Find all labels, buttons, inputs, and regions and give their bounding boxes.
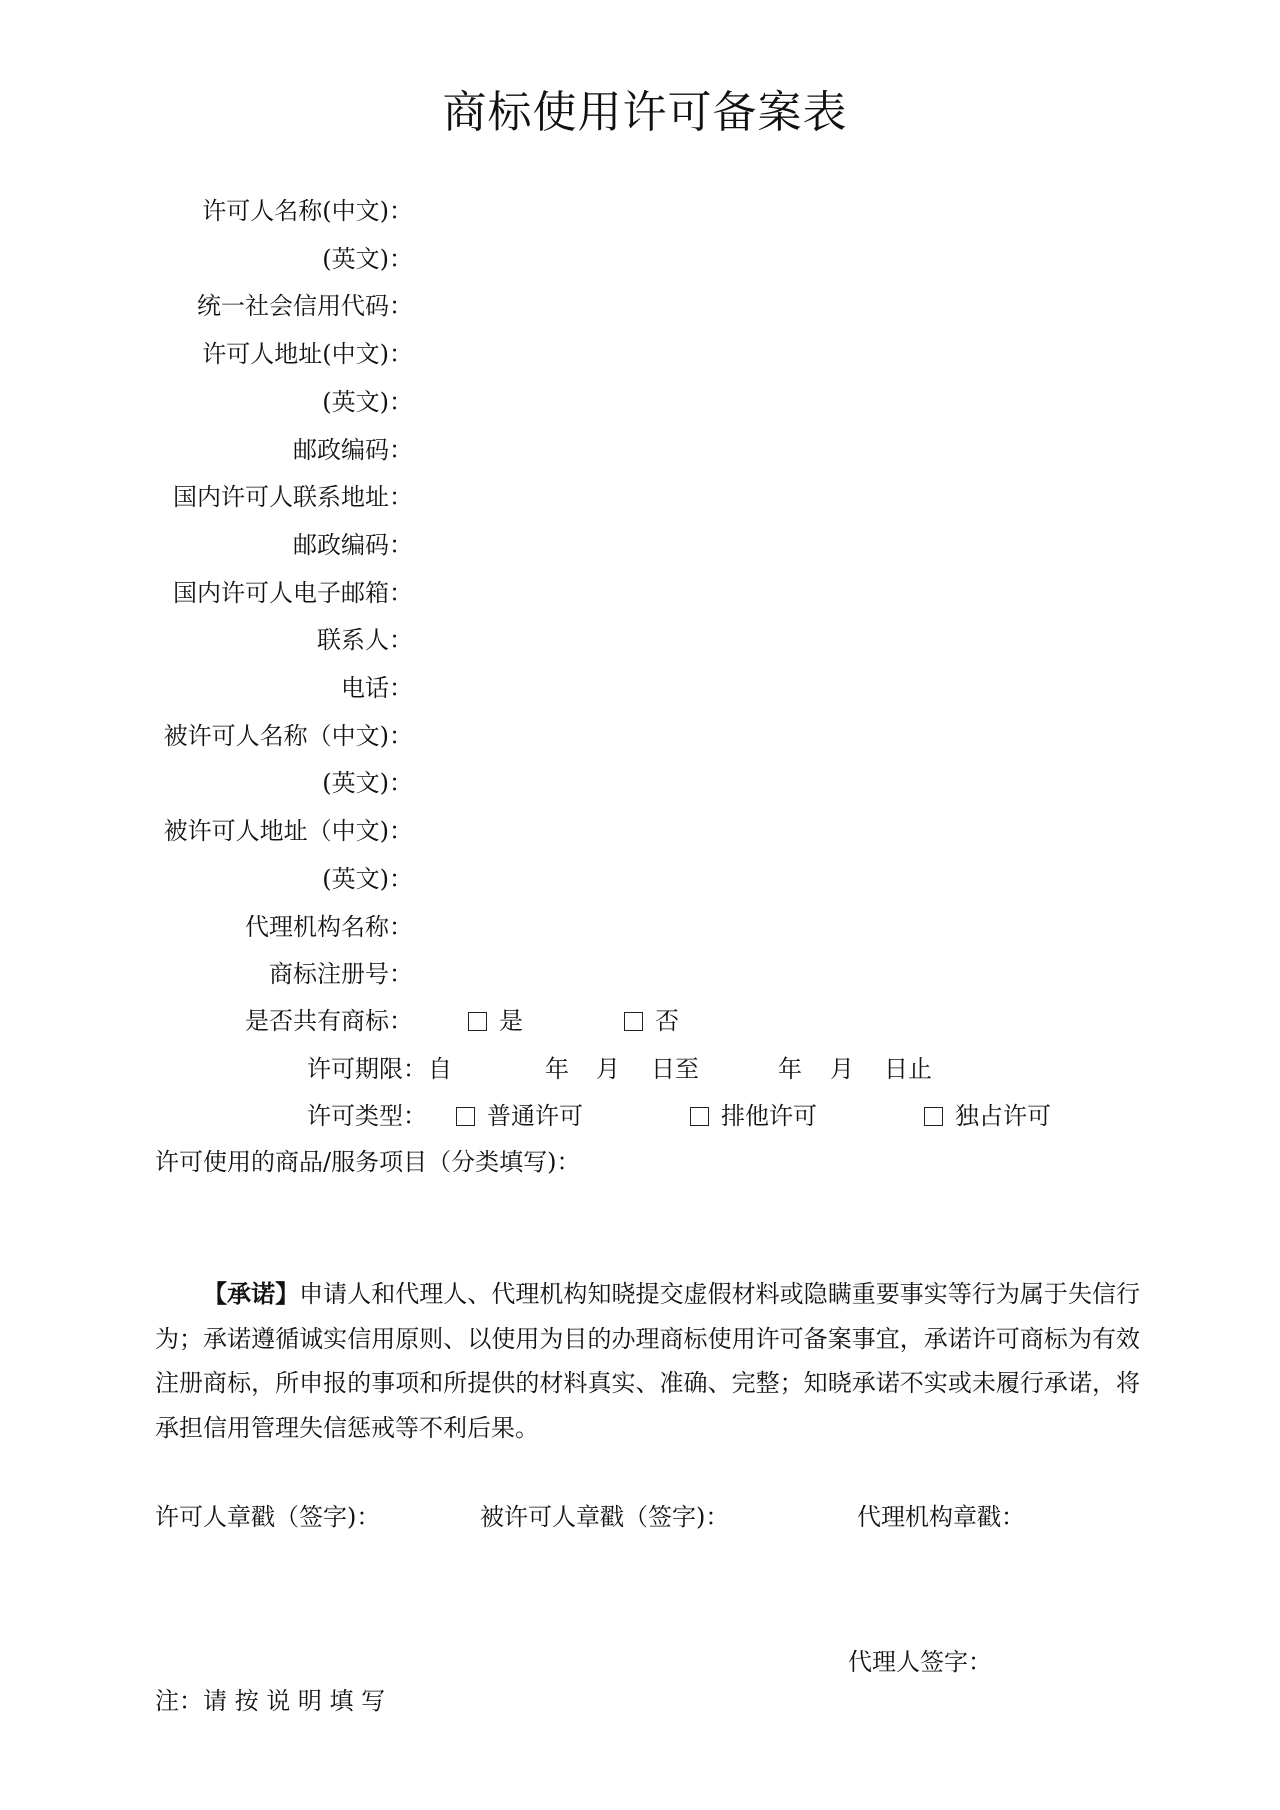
shared-yes-label: 是 <box>499 1007 523 1035</box>
form-field-row <box>0 434 1280 466</box>
form-field-label: 许可人名称(中文)： <box>202 197 413 225</box>
form-field-row <box>0 911 1280 943</box>
shared-no-option[interactable] <box>624 1005 679 1037</box>
form-field-label: 国内许可人联系地址： <box>173 483 413 512</box>
license-type-label: 许可类型： <box>307 1102 427 1130</box>
form-field-row <box>0 338 1280 370</box>
form-field-row <box>0 815 1280 847</box>
form-field-label: 邮政编码： <box>293 435 413 464</box>
commitment-paragraph <box>155 1272 1140 1450</box>
form-field-label: (英文)： <box>322 244 413 273</box>
agency-seal-label: 代理机构章戳： <box>857 1503 1025 1531</box>
type-sole-label: 独占许可 <box>955 1102 1051 1130</box>
form-field-row <box>0 767 1280 799</box>
period-year1: 年 <box>545 1055 569 1083</box>
checkbox-icon[interactable] <box>690 1107 709 1126</box>
form-field-label: (英文)： <box>322 387 413 416</box>
form-field-row <box>0 481 1280 513</box>
form-field-row <box>0 195 1280 227</box>
period-label: 许可期限： <box>307 1055 427 1083</box>
agent-signature-label: 代理人签字： <box>848 1648 992 1676</box>
licensor-signature-label: 许可人章戳（签字)： <box>155 1503 381 1531</box>
period-row <box>0 1053 1280 1085</box>
form-field-row <box>0 577 1280 609</box>
form-field-label: 邮政编码： <box>293 530 413 559</box>
page-title: 商标使用许可备案表 <box>442 87 848 138</box>
form-field-row <box>0 290 1280 322</box>
form-field-label: 许可人地址(中文)： <box>202 340 413 369</box>
period-day-to: 日至 <box>651 1055 699 1083</box>
form-field-label: 电话： <box>341 674 413 702</box>
type-ordinary-option[interactable] <box>456 1100 583 1132</box>
form-field-label: 联系人： <box>317 626 413 655</box>
form-field-label: 商标注册号： <box>269 960 413 989</box>
checkbox-icon[interactable] <box>924 1107 943 1126</box>
form-field-label: (英文)： <box>322 864 413 893</box>
form-field-label: (英文)： <box>322 769 413 798</box>
form-field-row <box>0 720 1280 752</box>
form-field-label: 代理机构名称： <box>245 912 413 941</box>
license-type-row <box>0 1100 1280 1132</box>
type-ordinary-label: 普通许可 <box>487 1102 583 1130</box>
commitment-heading: 【承诺】 <box>203 1279 300 1308</box>
form-field-label: 国内许可人电子邮箱： <box>173 578 413 607</box>
goods-services-label: 许可使用的商品/服务项目（分类填写)： <box>155 1148 581 1176</box>
period-year2: 年 <box>778 1055 802 1083</box>
shared-yes-option[interactable] <box>468 1005 523 1037</box>
form-field-row <box>0 386 1280 418</box>
form-field-row <box>0 624 1280 656</box>
form-field-row <box>0 243 1280 275</box>
form-field-row <box>0 529 1280 561</box>
period-month1: 月 <box>596 1055 620 1083</box>
licensee-signature-label: 被许可人章戳（签字)： <box>480 1503 730 1531</box>
period-from: 自 <box>428 1055 452 1083</box>
note-text: 注：请 按 说 明 填 写 <box>155 1687 386 1715</box>
type-exclusive-option[interactable] <box>690 1100 817 1132</box>
checkbox-icon[interactable] <box>624 1012 643 1031</box>
commitment-body: 申请人和代理人、代理机构知晓提交虚假材料或隐瞒重要事实等行为属于失信行为；承诺遵循诚实信用原则、以使用为目的办理商标使用许可备案事宜，承诺许可商标为有效注册商标，所申报的事项和所提供的材料真实、准确、完整；知晓承诺不实或未履行承诺，将承担信用管理失信惩戒等不利后果。 <box>155 1280 1141 1442</box>
form-field-label: 被许可人地址（中文)： <box>163 817 413 846</box>
shared-no-label: 否 <box>655 1007 679 1035</box>
shared-label: 是否共有商标： <box>245 1007 413 1035</box>
form-field-row <box>0 958 1280 990</box>
checkbox-icon[interactable] <box>468 1012 487 1031</box>
form-field-row <box>0 863 1280 895</box>
checkbox-icon[interactable] <box>456 1107 475 1126</box>
type-sole-option[interactable] <box>924 1100 1051 1132</box>
form-field-label: 统一社会信用代码： <box>197 292 413 321</box>
type-exclusive-label: 排他许可 <box>721 1102 817 1130</box>
shared-trademark-row <box>0 1005 1280 1037</box>
form-field-label: 被许可人名称（中文)： <box>163 721 413 750</box>
period-month2: 月 <box>830 1055 854 1083</box>
form-field-row <box>0 672 1280 704</box>
period-day-end: 日止 <box>884 1055 932 1083</box>
